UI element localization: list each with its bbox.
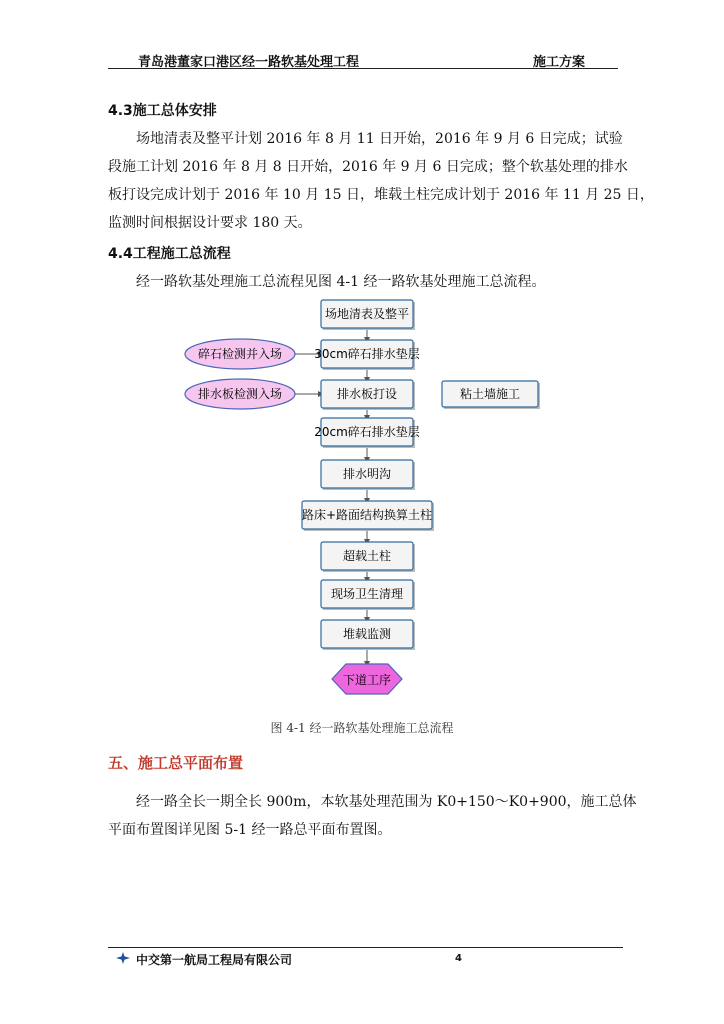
flow-step-label: 20cm碎石排水垫层	[314, 425, 420, 439]
header-title: 青岛港董家口港区经一路软基处理工程	[138, 55, 360, 70]
flowchart-main-steps	[302, 300, 434, 694]
flow-side-input-label: 排水板检测入场	[197, 387, 283, 401]
body-line: 平面布置图详见图 5-1 经一路总平面布置图。	[108, 822, 392, 838]
section-4-3-heading: 4.3施工总体安排	[108, 103, 217, 119]
body-line: 监测时间根据设计要求 180 天。	[108, 215, 312, 231]
flow-side-input	[185, 379, 295, 409]
flowchart-connectors	[295, 328, 367, 664]
flow-side-input	[185, 339, 295, 369]
flow-step	[321, 542, 415, 572]
section-5-body	[108, 788, 637, 844]
header-doc-type: 施工方案	[533, 55, 586, 70]
flow-step	[314, 340, 420, 370]
flow-end-step	[332, 664, 402, 694]
section-4-4-intro: 经一路软基处理施工总流程见图 4-1 经一路软基处理施工总流程。	[136, 274, 546, 290]
flow-step	[314, 418, 420, 448]
body-line: 段施工计划 2016 年 8 月 8 日开始，2016 年 9 月 6 日完成；整个软基处理的排水	[108, 159, 628, 175]
flow-step-label: 30cm碎石排水垫层	[314, 347, 420, 361]
body-line: 经一路全长一期全长 900m，本软基处理范围为 K0+150～K0+900，施工总体	[136, 794, 637, 810]
section-5-heading: 五、施工总平面布置	[108, 754, 244, 772]
flow-step-label: 路床+路面结构换算土柱	[301, 508, 433, 522]
compass-logo-icon	[114, 951, 132, 965]
flow-step-label: 超载土柱	[342, 549, 392, 563]
body-line: 场地清表及整平计划 2016 年 8 月 11 日开始，2016 年 9 月 6 日完成；试验	[136, 131, 623, 147]
flow-step	[321, 620, 415, 650]
flow-step	[321, 580, 415, 610]
flow-side-process-label: 粘土墙施工	[459, 387, 521, 401]
flow-step-label: 堆载监测	[342, 627, 392, 641]
footer-divider	[108, 947, 623, 948]
flow-side-input-label: 碎石检测并入场	[197, 347, 283, 361]
flow-step	[302, 501, 434, 531]
flow-end-label: 下道工序	[342, 673, 392, 687]
figure-caption: 图 4-1 经一路软基处理施工总流程	[270, 721, 454, 735]
flow-step-label: 排水明沟	[342, 467, 392, 481]
footer-company: 中交第一航局工程局有限公司	[136, 953, 293, 967]
flow-side-process	[442, 381, 540, 409]
page-number: 4	[455, 953, 462, 964]
body-line: 板打设完成计划于 2016 年 10 月 15 日，堆载土柱完成计划于 2016 年 11 月 25 日，	[108, 187, 654, 203]
flow-step-label: 排水板打设	[336, 387, 398, 401]
flow-step-label: 场地清表及整平	[324, 307, 410, 321]
section-4-4-heading: 4.4工程施工总流程	[108, 246, 231, 262]
flow-step	[321, 380, 415, 410]
flow-step	[321, 460, 415, 490]
flow-step	[321, 300, 415, 330]
flow-step-label: 现场卫生清理	[330, 587, 404, 601]
